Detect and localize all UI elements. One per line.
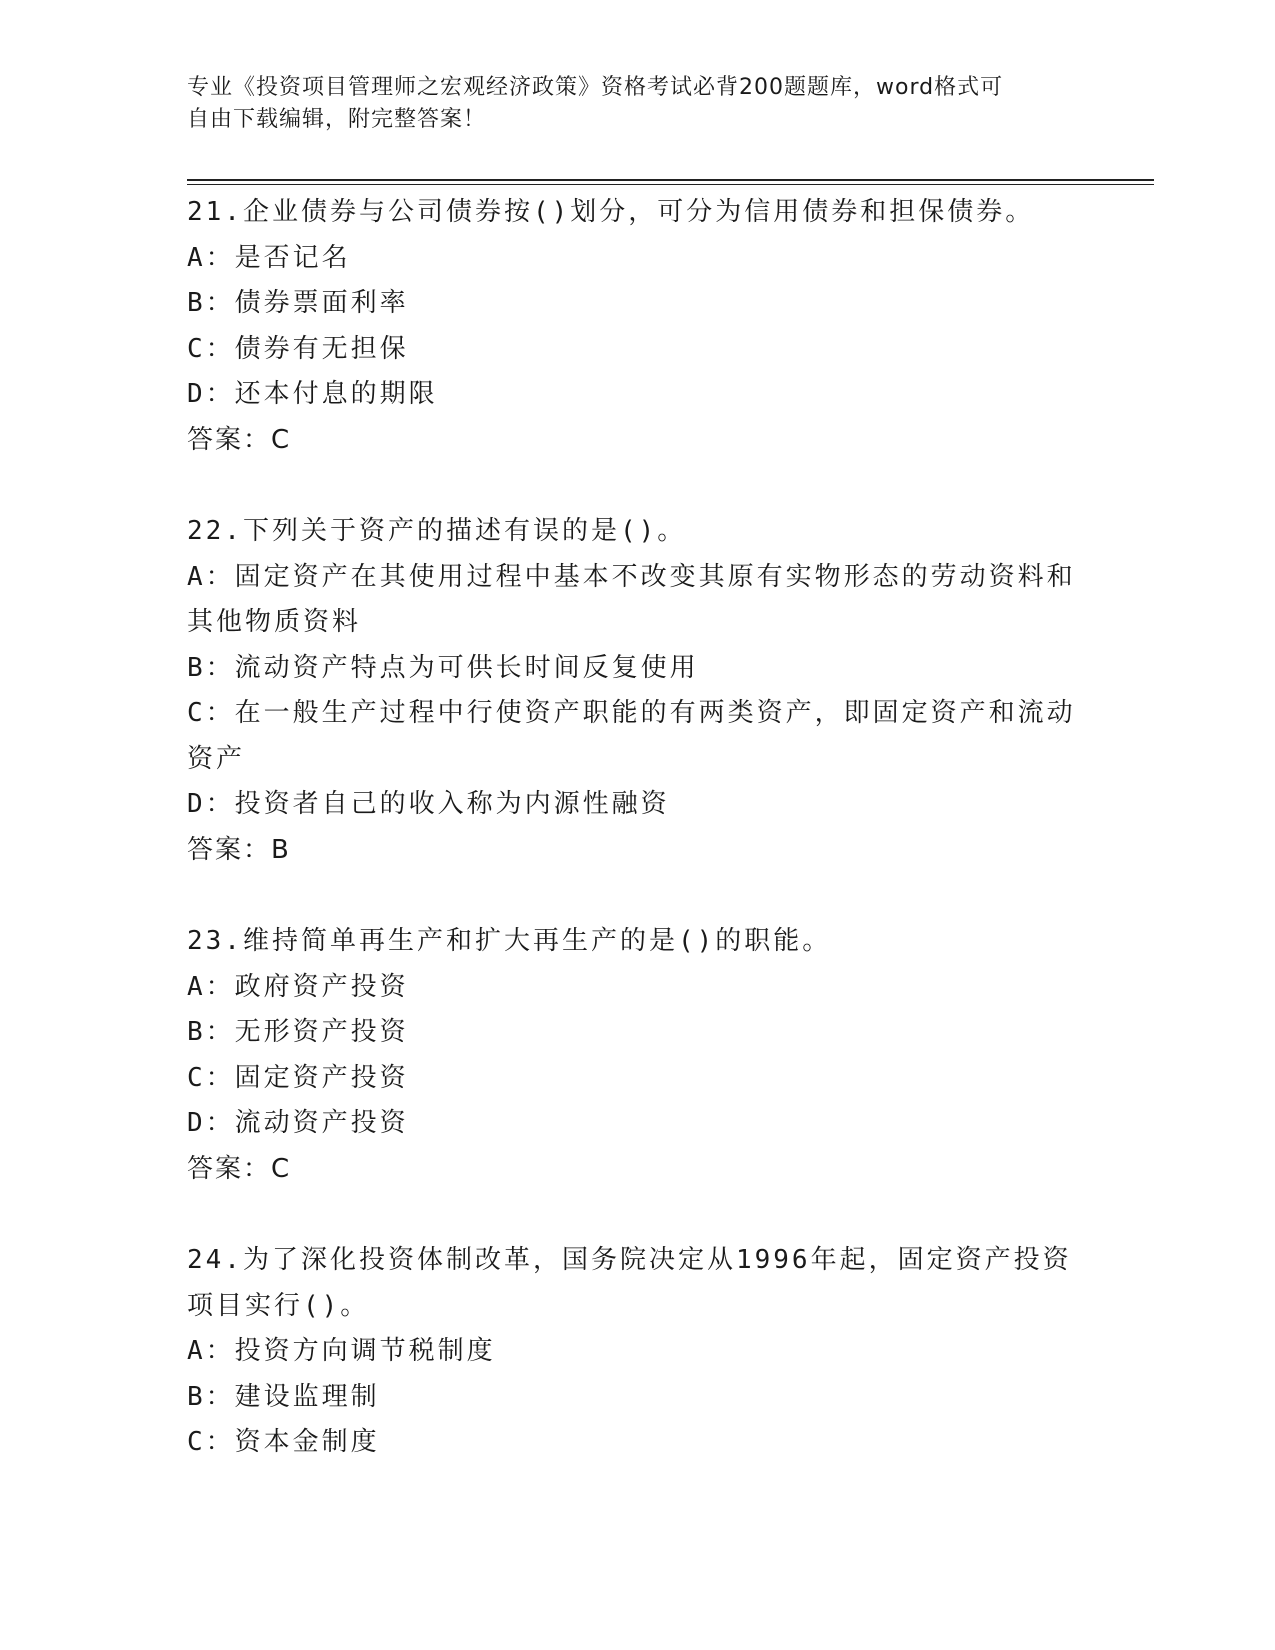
document-header xyxy=(187,72,1067,136)
option-d: D：投资者自己的收入称为内源性融资 xyxy=(187,789,670,819)
question-stem: 21.企业债券与公司债券按()划分，可分为信用债券和担保债券。 xyxy=(187,197,1035,227)
option-d: D：流动资产投资 xyxy=(187,1108,409,1138)
option-c: C：在一般生产过程中行使资产职能的有两类资产，即固定资产和流动资产 xyxy=(187,698,1076,774)
option-c: C：资本金制度 xyxy=(187,1427,380,1457)
header-line-1: 专业《投资项目管理师之宏观经济政策》资格考试必背200题题库，word格式可 xyxy=(187,75,1004,100)
option-a: A：政府资产投资 xyxy=(187,971,409,1002)
option-b: B：债券票面利率 xyxy=(187,288,409,318)
answer: 答案：C xyxy=(187,424,292,455)
answer: 答案：C xyxy=(187,1153,292,1184)
header-divider-thin xyxy=(187,184,1154,185)
option-b: B：无形资产投资 xyxy=(187,1017,409,1047)
question-22 xyxy=(187,509,1087,873)
question-stem: 24.为了深化投资体制改革，国务院决定从1996年起，固定资产投资项目实行()。 xyxy=(187,1245,1072,1321)
option-a: A：是否记名 xyxy=(187,242,351,273)
question-stem: 23.维持简单再生产和扩大再生产的是()的职能。 xyxy=(187,926,832,956)
question-21 xyxy=(187,190,1087,463)
option-b: B：流动资产特点为可供长时间反复使用 xyxy=(187,652,699,683)
option-c: C：固定资产投资 xyxy=(187,1062,409,1093)
option-a: A：投资方向调节税制度 xyxy=(187,1336,496,1366)
question-24 xyxy=(187,1238,1087,1466)
question-23 xyxy=(187,919,1087,1192)
answer: 答案：B xyxy=(187,834,291,865)
option-d: D：还本付息的期限 xyxy=(187,379,438,409)
option-b: B：建设监理制 xyxy=(187,1381,380,1412)
option-a: A：固定资产在其使用过程中基本不改变其原有实物形态的劳动资料和其他物质资料 xyxy=(187,561,1076,637)
option-c: C：债券有无担保 xyxy=(187,333,409,364)
header-line-2: 自由下载编辑，附完整答案！ xyxy=(187,107,487,132)
question-stem: 22.下列关于资产的描述有误的是()。 xyxy=(187,516,687,546)
header-divider-thick xyxy=(187,179,1154,181)
question-list xyxy=(187,190,1087,1512)
